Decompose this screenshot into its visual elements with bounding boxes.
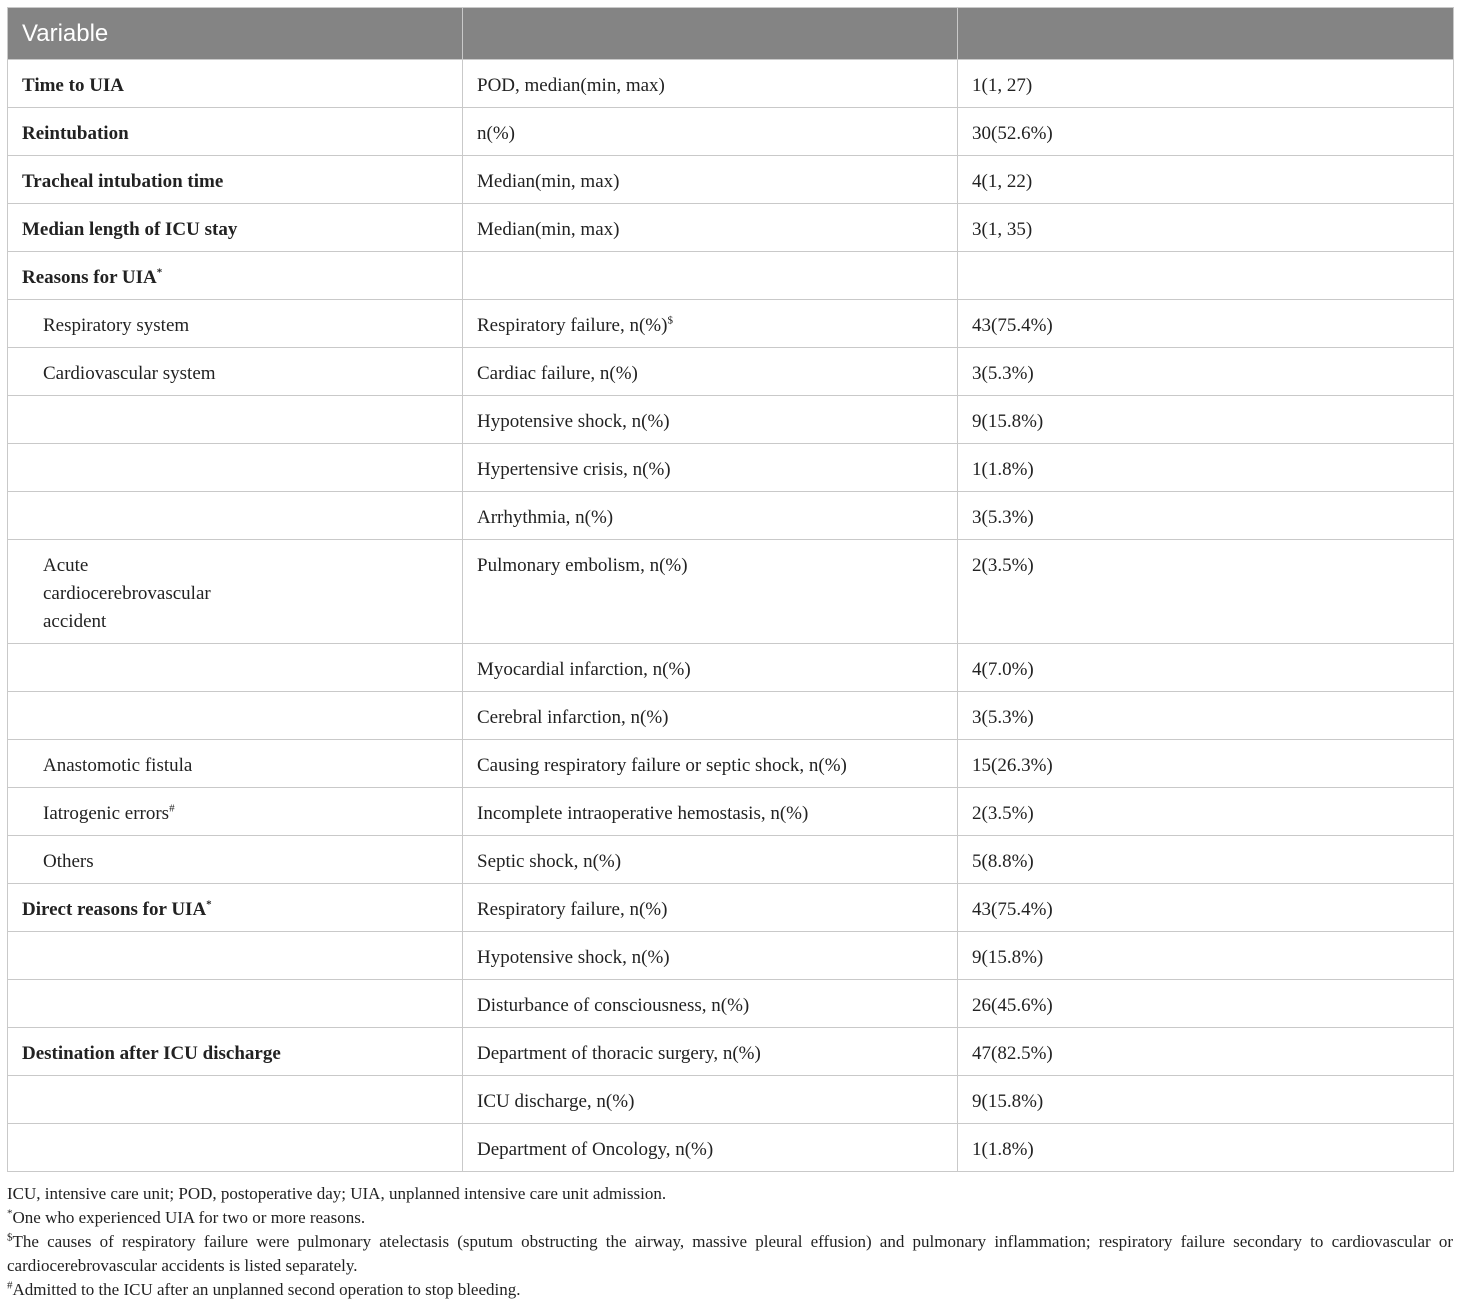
variable-cell xyxy=(8,348,463,396)
footnote-hash-text: Admitted to the ICU after an unplanned second operation to stop bleeding. xyxy=(12,1280,521,1299)
variable-cell xyxy=(8,492,463,540)
table-row xyxy=(8,204,1454,252)
footnote-dollar-text: The causes of respiratory failure were pulmonary atelectasis (sputum obstructing the airway, massive pleural effusion) and pulmonary inflammation; respiratory failure secondary to cardiovascular or cardiocerebrovascular accidents is listed separately. xyxy=(7,1232,1453,1275)
variable-cell xyxy=(8,1028,463,1076)
variable-cell xyxy=(8,108,463,156)
variable-label: Others xyxy=(43,851,94,872)
variable-cell xyxy=(8,692,463,740)
variable-label: Iatrogenic errors xyxy=(43,803,170,824)
header-variable: Variable xyxy=(8,8,463,60)
variable-cell xyxy=(8,540,463,644)
footnote-star-mark: * xyxy=(7,1207,13,1220)
value-cell: 1(1, 27) xyxy=(958,60,1454,108)
variable-cell xyxy=(8,932,463,980)
measure-label: Respiratory failure, n(%) xyxy=(477,315,668,336)
table-header-row xyxy=(8,8,1454,60)
measure-label: Respiratory failure, n(%) xyxy=(477,899,668,920)
table-row xyxy=(8,740,1454,788)
measure-label: Hypertensive crisis, n(%) xyxy=(477,459,671,480)
measure-cell xyxy=(463,492,958,540)
value-cell: 2(3.5%) xyxy=(958,540,1454,644)
uia-characteristics-table xyxy=(7,7,1454,1172)
measure-cell xyxy=(463,108,958,156)
measure-label: Pulmonary embolism, n(%) xyxy=(477,555,688,576)
measure-label: Department of Oncology, n(%) xyxy=(477,1139,714,1160)
variable-label: Direct reasons for UIA xyxy=(22,899,207,920)
measure-label: Arrhythmia, n(%) xyxy=(477,507,614,528)
footnote-star-text: One who experienced UIA for two or more reasons. xyxy=(12,1208,366,1227)
variable-label: Acute cardiocerebrovascular accident xyxy=(43,555,211,632)
measure-label: Cerebral infarction, n(%) xyxy=(477,707,669,728)
table-row xyxy=(8,980,1454,1028)
measure-cell xyxy=(463,60,958,108)
table-row xyxy=(8,1124,1454,1172)
footnote-hash xyxy=(7,1278,1453,1302)
measure-cell xyxy=(463,1124,958,1172)
variable-footnote-mark: * xyxy=(156,266,163,279)
header-col-3 xyxy=(958,8,1454,60)
variable-label: Anastomotic fistula xyxy=(43,755,193,776)
value-cell: 47(82.5%) xyxy=(958,1028,1454,1076)
measure-label: Septic shock, n(%) xyxy=(477,851,622,872)
value-cell: 9(15.8%) xyxy=(958,1076,1454,1124)
table-row xyxy=(8,788,1454,836)
table-row xyxy=(8,444,1454,492)
variable-cell xyxy=(8,1124,463,1172)
variable-cell xyxy=(8,300,463,348)
measure-label: n(%) xyxy=(477,123,515,144)
footnote-abbreviations: ICU, intensive care unit; POD, postoperative day; UIA, unplanned intensive care unit admission. xyxy=(7,1184,667,1203)
measure-cell xyxy=(463,444,958,492)
table-row xyxy=(8,348,1454,396)
header-col-2 xyxy=(463,8,958,60)
measure-cell xyxy=(463,252,958,300)
variable-footnote-mark: # xyxy=(169,802,175,815)
variable-cell xyxy=(8,60,463,108)
measure-cell xyxy=(463,980,958,1028)
variable-label: Median length of ICU stay xyxy=(22,219,238,240)
table-row xyxy=(8,252,1454,300)
measure-label: Median(min, max) xyxy=(477,219,620,240)
footnote-star xyxy=(7,1206,1453,1230)
value-cell: 43(75.4%) xyxy=(958,300,1454,348)
value-cell: 3(5.3%) xyxy=(958,348,1454,396)
variable-label: Cardiovascular system xyxy=(43,363,216,384)
footnote-hash-mark: # xyxy=(7,1279,13,1292)
value-cell: 26(45.6%) xyxy=(958,980,1454,1028)
value-cell: 9(15.8%) xyxy=(958,932,1454,980)
measure-label: Causing respiratory failure or septic shock, n(%) xyxy=(477,755,847,776)
measure-cell xyxy=(463,788,958,836)
measure-cell xyxy=(463,348,958,396)
variable-cell xyxy=(8,252,463,300)
measure-cell xyxy=(463,300,958,348)
value-cell: 3(5.3%) xyxy=(958,692,1454,740)
measure-cell xyxy=(463,156,958,204)
table-row xyxy=(8,396,1454,444)
measure-label: Cardiac failure, n(%) xyxy=(477,363,638,384)
variable-label: Tracheal intubation time xyxy=(22,171,224,192)
value-cell: 1(1.8%) xyxy=(958,1124,1454,1172)
variable-footnote-mark: * xyxy=(206,898,212,911)
measure-cell xyxy=(463,644,958,692)
measure-footnote-mark: $ xyxy=(667,314,673,327)
measure-label: Hypotensive shock, n(%) xyxy=(477,947,670,968)
measure-label: Department of thoracic surgery, n(%) xyxy=(477,1043,761,1064)
table-row xyxy=(8,492,1454,540)
value-cell: 5(8.8%) xyxy=(958,836,1454,884)
measure-cell xyxy=(463,692,958,740)
measure-cell xyxy=(463,1076,958,1124)
value-cell: 15(26.3%) xyxy=(958,740,1454,788)
measure-cell xyxy=(463,540,958,644)
value-cell: 4(7.0%) xyxy=(958,644,1454,692)
measure-cell xyxy=(463,884,958,932)
table-row xyxy=(8,1028,1454,1076)
measure-label: Median(min, max) xyxy=(477,171,620,192)
variable-cell xyxy=(8,396,463,444)
measure-cell xyxy=(463,836,958,884)
variable-cell xyxy=(8,644,463,692)
value-cell: 3(1, 35) xyxy=(958,204,1454,252)
measure-label: Hypotensive shock, n(%) xyxy=(477,411,670,432)
data-table-container xyxy=(7,7,1453,1172)
measure-cell xyxy=(463,740,958,788)
variable-cell xyxy=(8,884,463,932)
measure-label: POD, median(min, max) xyxy=(477,75,665,96)
variable-label: Reasons for UIA xyxy=(22,267,157,288)
variable-cell xyxy=(8,740,463,788)
table-row xyxy=(8,300,1454,348)
variable-label: Destination after ICU discharge xyxy=(22,1043,281,1064)
table-row xyxy=(8,836,1454,884)
variable-cell xyxy=(8,980,463,1028)
value-cell: 4(1, 22) xyxy=(958,156,1454,204)
value-cell: 9(15.8%) xyxy=(958,396,1454,444)
variable-cell xyxy=(8,156,463,204)
measure-label: Incomplete intraoperative hemostasis, n(%) xyxy=(477,803,809,824)
table-row xyxy=(8,644,1454,692)
value-cell: 3(5.3%) xyxy=(958,492,1454,540)
measure-cell xyxy=(463,396,958,444)
measure-label: Disturbance of consciousness, n(%) xyxy=(477,995,750,1016)
table-footnotes xyxy=(7,1182,1453,1302)
table-row xyxy=(8,60,1454,108)
variable-label: Time to UIA xyxy=(22,75,125,96)
measure-cell xyxy=(463,1028,958,1076)
table-row xyxy=(8,540,1454,644)
measure-cell xyxy=(463,932,958,980)
table-row xyxy=(8,884,1454,932)
variable-label: Reintubation xyxy=(22,123,129,144)
measure-label: Myocardial infarction, n(%) xyxy=(477,659,691,680)
table-row xyxy=(8,156,1454,204)
variable-cell xyxy=(8,788,463,836)
variable-cell xyxy=(8,836,463,884)
footnote-dollar xyxy=(7,1230,1453,1278)
measure-label: ICU discharge, n(%) xyxy=(477,1091,635,1112)
table-row xyxy=(8,932,1454,980)
value-cell xyxy=(958,252,1454,300)
table-row xyxy=(8,1076,1454,1124)
variable-cell xyxy=(8,204,463,252)
value-cell: 30(52.6%) xyxy=(958,108,1454,156)
table-row xyxy=(8,108,1454,156)
variable-cell xyxy=(8,444,463,492)
value-cell: 43(75.4%) xyxy=(958,884,1454,932)
measure-cell xyxy=(463,204,958,252)
table-row xyxy=(8,692,1454,740)
variable-label: Respiratory system xyxy=(43,315,190,336)
value-cell: 2(3.5%) xyxy=(958,788,1454,836)
value-cell: 1(1.8%) xyxy=(958,444,1454,492)
variable-cell xyxy=(8,1076,463,1124)
footnote-dollar-mark: $ xyxy=(7,1231,13,1244)
